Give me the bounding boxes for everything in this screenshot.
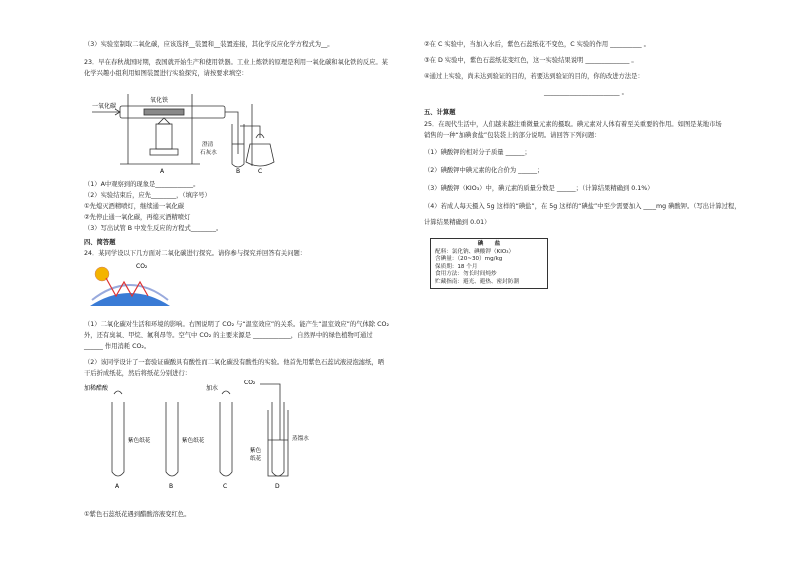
distilled-water-label: 蒸馏水: [292, 436, 309, 442]
q23-intro-line2: 化学兴趣小组利用如图装置进行实验探究，请按要求填空：: [84, 70, 248, 77]
q24-intro: 24．某同学设以下几方面对二氧化碳进行探究。请你参与探究并回答有关问题：: [84, 250, 307, 257]
q22-part3: （3）实验室制取二氧化碳，应该选择__装置和__装置连接，其化学反应化学方程式为__。: [84, 41, 334, 48]
flower-d-label-1: 紫色: [250, 448, 262, 454]
section-4-heading: 四、简答题: [84, 239, 116, 246]
salt-label-shelf-life: 保质期：18 个月: [435, 263, 478, 270]
q24-part1-line1: （1）二氧化碳对生活和环境的影响。右图说明了 CO₂ 与“温室效应”的关系。能产生“温室效应”的气体除 CO₂: [84, 321, 389, 328]
q24-improvement-blank: ________________________ 。: [544, 89, 628, 96]
q24-conclusion-1: ①紫色石蕊纸花遇到醋酸溶液变红色。: [84, 511, 191, 518]
salt-label-usage: 食用方法：勿长时间炖炒: [435, 271, 497, 277]
q24-d-result: ③在 D 实验中，紫色石蕊纸花变红色，这一实验结果说明 ______________ 。: [424, 57, 638, 64]
q25-part3: （3）碘酸钾（KIO₃）中，碘元素的质量分数是 ______；（计算结果精确到 0.1%）: [424, 185, 654, 192]
q24-improvement: ④通过上实验，尚未达到验证的目的，若要达到验证的目的，你的改进方法是：: [424, 73, 644, 80]
q23-part3: （3）写出试管 B 中发生反应的方程式________。: [84, 225, 223, 232]
q23-intro-line1: 23．早在春秋战国时期，我国就开始生产和使用铁器。工业上炼铁的原理是利用一氧化碳和氧化铁的反应。某: [84, 59, 388, 66]
co-label: 一氧化碳: [92, 103, 117, 110]
salt-label-title: 碘 盐: [477, 241, 501, 247]
q25-part4-line2: 计算结果精确到 0.01）: [424, 219, 491, 226]
q24-c-purpose: ②在 C 实验中，当加入水后，紫色石蕊纸花不变色，C 实验的作用 __________ 。: [424, 41, 650, 48]
salt-label-ingredients: 配料：氯化钠、碘酸钾（KIO₃）: [435, 248, 515, 255]
q24-part2-line2: 干后折成纸花，然后将纸花分别进行：: [84, 370, 192, 377]
q24-part1-line2: 外，还有臭氧、甲烷、氟利昂等。空气中 CO₂ 的主要来源是 ____________，自然界中的绿色植物可通过: [84, 332, 373, 339]
flower-b-label: 紫色纸花: [182, 438, 205, 444]
co2-inlet-label: CO₂: [244, 380, 256, 386]
q25-part1: （1）碘酸钾的相对分子质量 ______；: [424, 149, 531, 156]
salt-label-storage: 贮藏指南：避光、避热、密封防潮: [435, 278, 519, 285]
flower-d-label-2: 纸花: [250, 456, 262, 462]
salt-label-iodine-content: 含碘量：（20~30）mg/kg: [435, 256, 503, 262]
co2-label: CO₂: [136, 263, 148, 270]
q24-part2-line1: （2）该同学设计了一套验证碳酸具有酸性而二氧化碳没有酸性的实验。他首先用紫色石蕊试液浸泡滤纸，晒: [84, 359, 384, 366]
q25-intro-line1: 25．在现代生活中，人们越来越注重微量元素的摄取。碘元素对人体有着至关重要的作用。如图是某地市场: [424, 121, 722, 128]
q25-part2: （2）碘酸钾中碘元素的化合价为 ______；: [424, 167, 544, 174]
add-acid-label: 加稀醋酸: [84, 385, 109, 392]
q23-option2: ②先停止通一氧化碳，再熄灭酒精喷灯: [84, 214, 191, 221]
q24-part1-line3: ______ 作用消耗 CO₂。: [84, 343, 151, 350]
fe2o3-label: 氧化铁: [150, 97, 169, 104]
exp-c-label: C: [223, 483, 228, 490]
label-c: C: [258, 168, 263, 174]
section-5-heading: 五、计算题: [424, 109, 456, 116]
iodized-salt-label: [430, 238, 548, 289]
limewater-label-2: 石灰水: [200, 150, 217, 156]
litmus-flower-experiment-figure: [84, 380, 314, 490]
exp-d-label: D: [275, 483, 280, 490]
q23-part1: （1）A中观察到的现象是____________。: [84, 181, 200, 188]
flower-a-label: 紫色纸花: [128, 438, 151, 444]
exp-b-label: B: [169, 483, 174, 490]
greenhouse-effect-figure: [90, 260, 170, 306]
q23-option1: ①先熄灭酒精喷灯，继续通一氧化碳: [84, 203, 185, 210]
limewater-label-1: 澄清: [202, 142, 214, 148]
add-water-label: 加水: [206, 385, 219, 392]
q23-part2: （2）实验结束后，应先________，（填序号）: [84, 192, 211, 199]
exp-a-label: A: [115, 483, 120, 490]
label-a: A: [160, 168, 165, 174]
q25-part4-line1: （4）若成人每天摄入 5g 这样的“碘盐”，在 5g 这样的“碘盐”中至少需要加入 ____mg 碘酸钾。（写出计算过程，: [424, 203, 741, 210]
iron-smelting-apparatus-figure: [90, 84, 290, 174]
q25-intro-line2: 销售的一种“加碘食盐”包装袋上的部分说明。请回答下列问题：: [424, 132, 601, 139]
label-b: B: [236, 168, 241, 174]
